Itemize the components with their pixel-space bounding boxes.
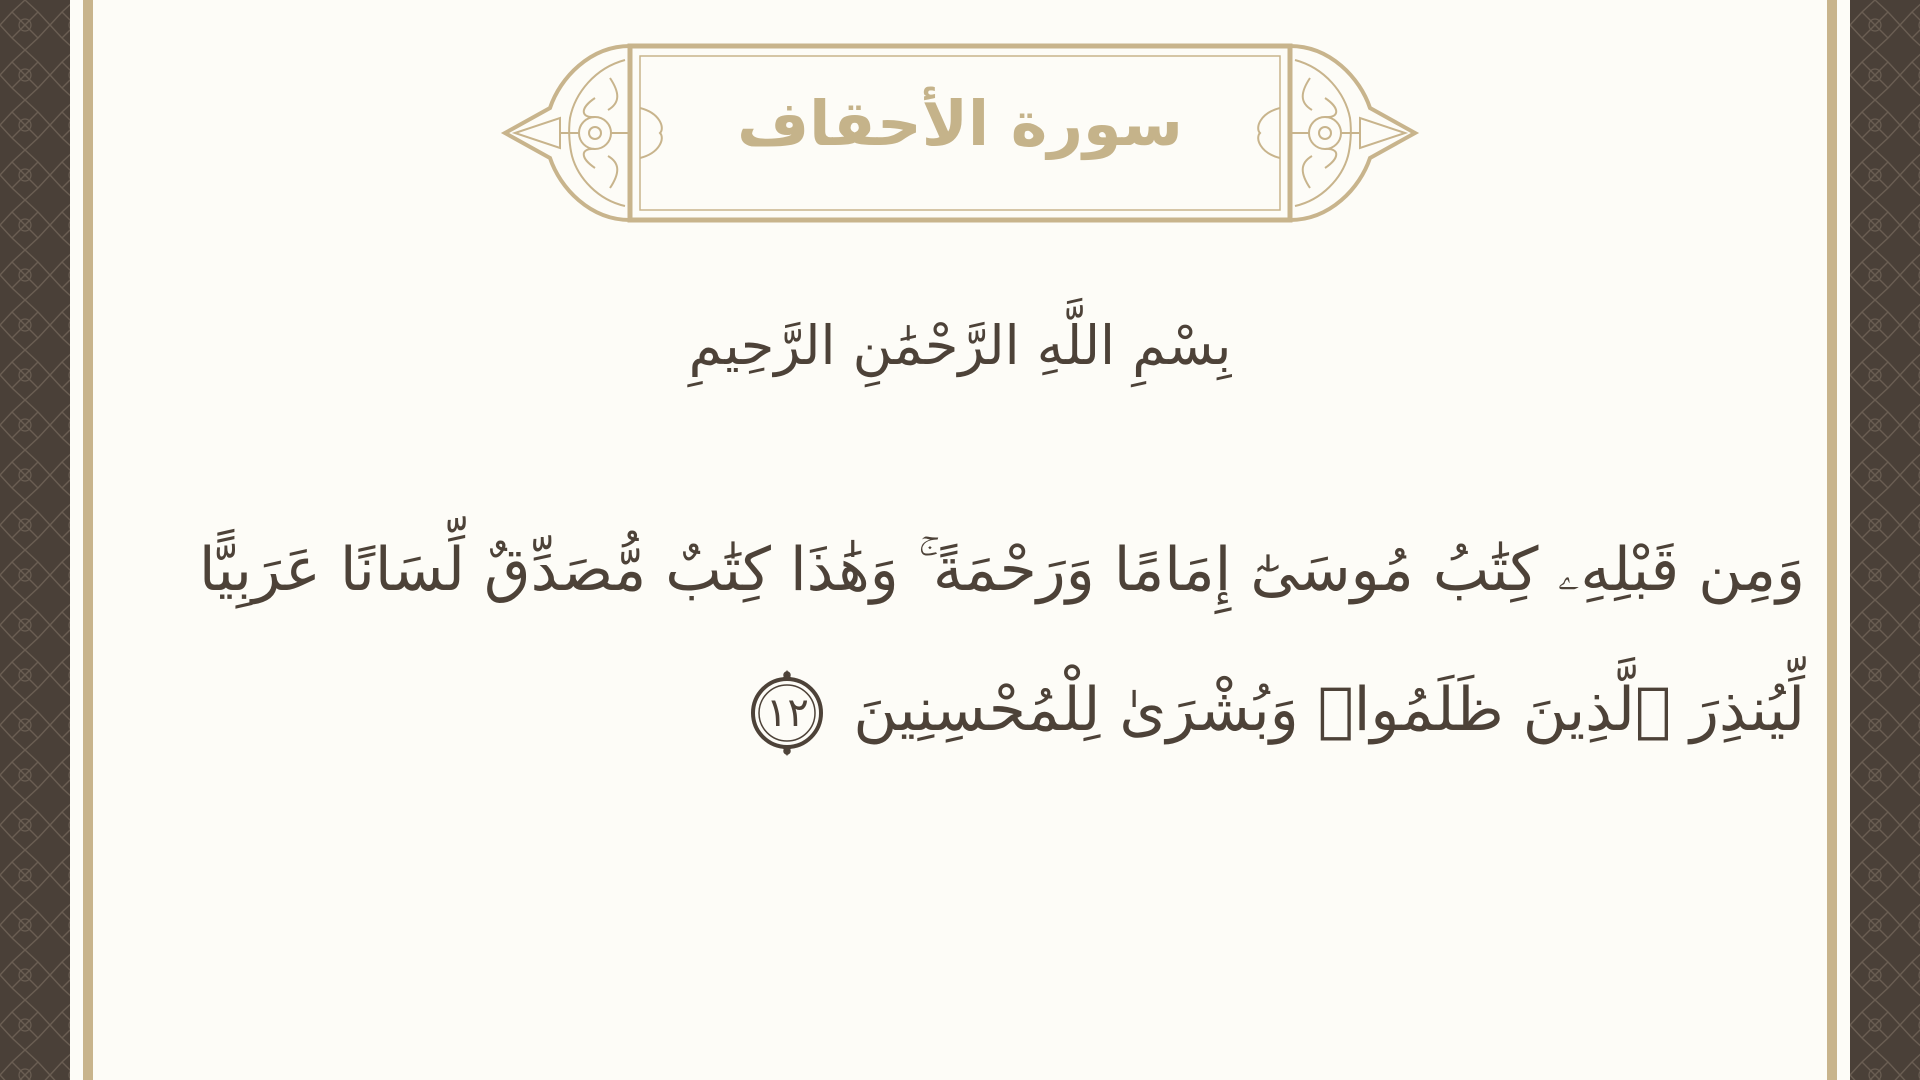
left-gold-rule bbox=[83, 0, 93, 1080]
right-gold-rule bbox=[1827, 0, 1837, 1080]
verse-line-1: وَمِن قَبْلِهِۦ كِتَٰبُ مُوسَىٰٓ إِمَامًا وَرَحْمَةً ۚ وَهَٰذَا كِتَٰبٌ مُّصَدِّقٌ لِّسَانًا عَرَبِيًّا bbox=[198, 535, 1805, 605]
surah-title-frame bbox=[500, 38, 1420, 228]
verse-line-2 bbox=[130, 640, 1805, 780]
ayah-end-marker bbox=[743, 669, 831, 757]
geometric-lattice-icon bbox=[0, 0, 70, 1080]
right-ornamental-border bbox=[1850, 0, 1920, 1080]
ayah-number: ١٢ bbox=[765, 690, 809, 737]
geometric-lattice-icon bbox=[1850, 0, 1920, 1080]
basmala: بِسْمِ اللَّهِ الرَّحْمَٰنِ الرَّحِيمِ bbox=[688, 313, 1232, 377]
surah-title: سورة الأحقاف bbox=[737, 86, 1183, 160]
verse-text bbox=[130, 500, 1805, 780]
left-ornamental-border bbox=[0, 0, 70, 1080]
verse-line-2-text: لِّيُنذِرَ ٱلَّذِينَ ظَلَمُوا۟ وَبُشْرَىٰ لِلْمُحْسِنِينَ bbox=[853, 675, 1805, 745]
